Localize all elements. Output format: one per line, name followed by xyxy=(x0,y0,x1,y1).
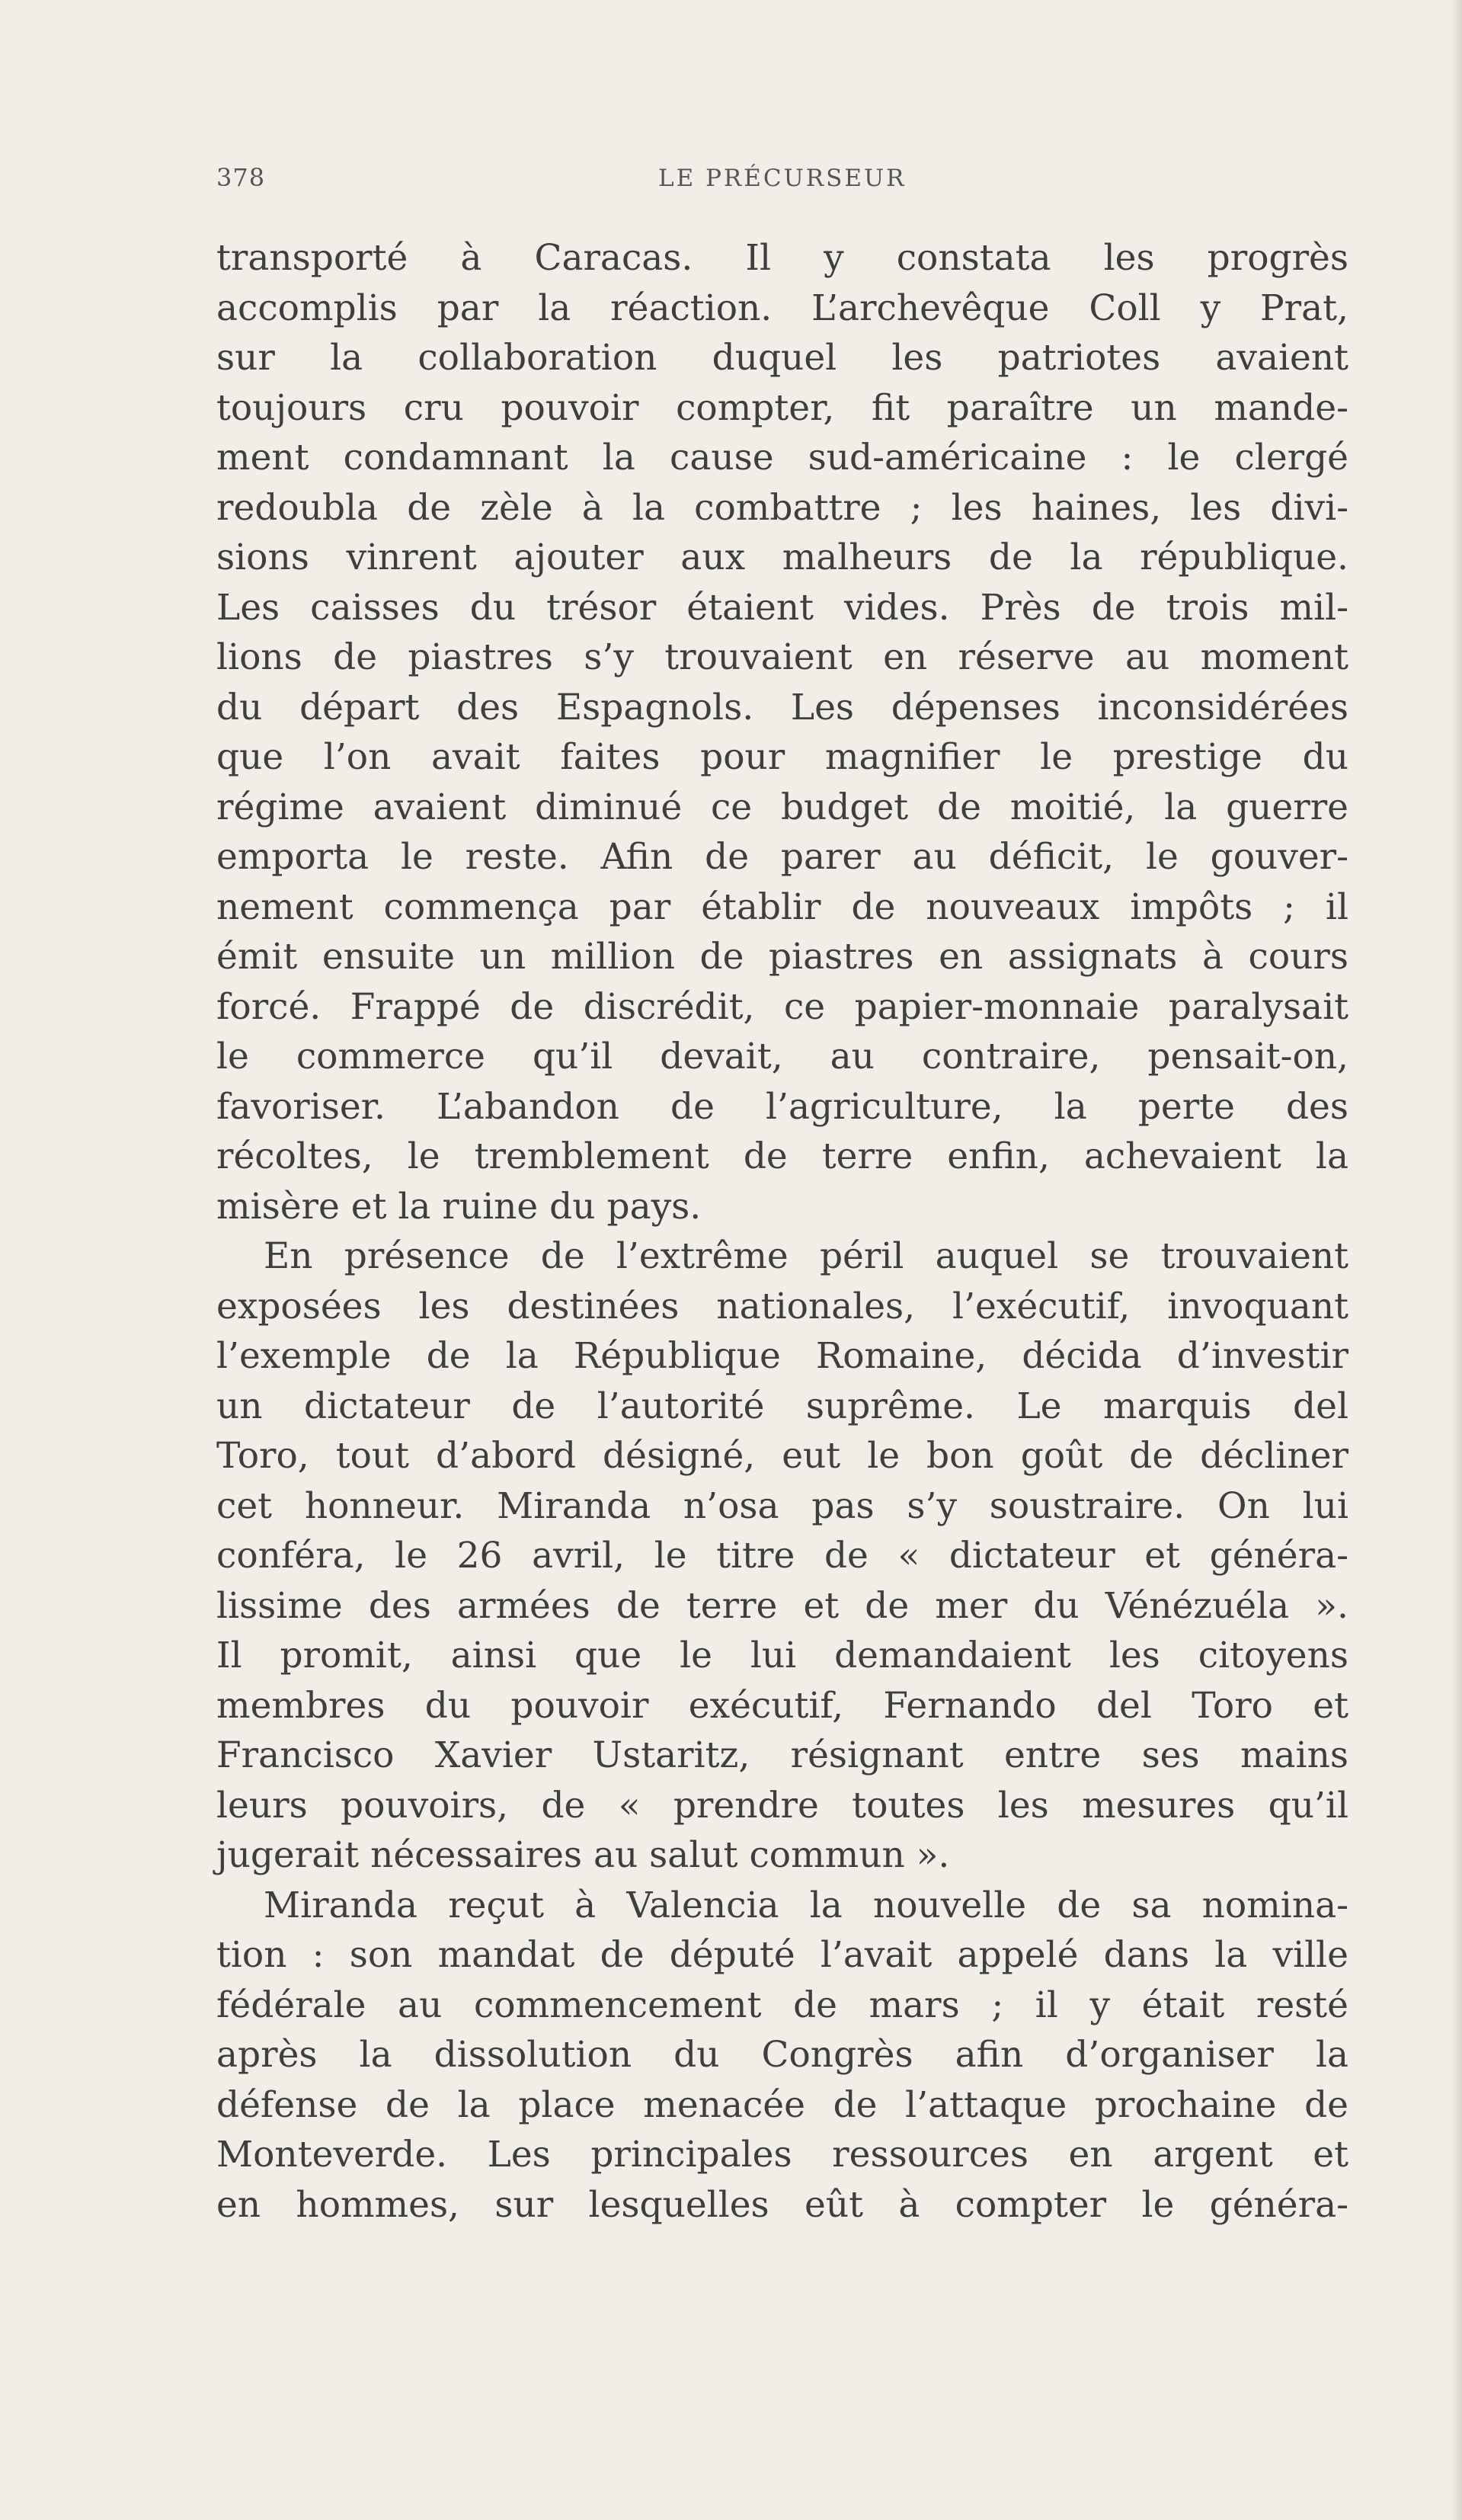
paragraph-start-line: En présence de l’extrême péril auquel se trouvaient xyxy=(264,1235,1348,1277)
text-line: l’exemple de la République Romaine, décida d’investir xyxy=(216,1335,1348,1377)
text-line: emporta le reste. Afin de parer au déficit, le gouver- xyxy=(216,836,1348,878)
running-title: LE PRÉCURSEUR xyxy=(658,165,907,192)
text-line: ment condamnant la cause sud-américaine : le clergé xyxy=(216,437,1348,479)
text-line: forcé. Frappé de discrédit, ce papier-monnaie paralysait xyxy=(216,985,1348,1028)
text-line: du départ des Espagnols. Les dépenses inconsidérées xyxy=(216,686,1348,728)
text-line: après la dissolution du Congrès afin d’organiser la xyxy=(216,2034,1348,2076)
page-number: 378 xyxy=(216,163,266,192)
text-line: un dictateur de l’autorité suprême. Le marquis del xyxy=(216,1385,1348,1427)
text-line: Il promit, ainsi que le lui demandaient les citoyens xyxy=(216,1635,1348,1676)
text-line: Francisco Xavier Ustaritz, résignant entre ses mains xyxy=(216,1734,1348,1776)
text-line: Toro, tout d’abord désigné, eut le bon goût de décliner xyxy=(216,1435,1348,1477)
page-edge-shadow xyxy=(1451,0,1462,2520)
text-line: en hommes, sur lesquelles eût à compter le généra- xyxy=(216,2183,1348,2226)
text-line: transporté à Caracas. Il y constata les progrès xyxy=(216,237,1348,279)
paragraph-end-line: misère et la ruine du pays. xyxy=(216,1185,702,1228)
text-line: le commerce qu’il devait, au contraire, pensait-on, xyxy=(216,1036,1348,1077)
text-line: fédérale au commencement de mars ; il y était resté xyxy=(216,1984,1348,2026)
text-line: défense de la place menacée de l’attaque prochaine de xyxy=(216,2083,1348,2126)
text-line: que l’on avait faites pour magnifier le prestige du xyxy=(216,736,1348,778)
paragraph-end-line: jugerait nécessaires au salut commun ». xyxy=(216,1834,950,1876)
page-header xyxy=(216,163,1367,194)
text-line: sions vinrent ajouter aux malheurs de la république. xyxy=(216,536,1348,578)
text-line: membres du pouvoir exécutif, Fernando del Toro et xyxy=(216,1684,1348,1727)
text-line: régime avaient diminué ce budget de moitié, la guerre xyxy=(216,786,1348,828)
text-line: favoriser. L’abandon de l’agriculture, la perte des xyxy=(216,1085,1348,1128)
text-line: Monteverde. Les principales ressources en argent et xyxy=(216,2134,1348,2176)
text-line: leurs pouvoirs, de « prendre toutes les mesures qu’il xyxy=(216,1784,1348,1827)
text-line: récoltes, le tremblement de terre enfin, achevaient la xyxy=(216,1135,1348,1177)
text-line: toujours cru pouvoir compter, fit paraître un mande- xyxy=(216,386,1348,429)
text-line: nement commença par établir de nouveaux impôts ; il xyxy=(216,885,1348,928)
text-line: sur la collaboration duquel les patriotes avaient xyxy=(216,337,1348,379)
text-line: tion : son mandat de député l’avait appelé dans la ville xyxy=(216,1934,1348,1976)
text-line: Les caisses du trésor étaient vides. Près de trois mil- xyxy=(216,586,1348,629)
text-line: lissime des armées de terre et de mer du Vénézuéla ». xyxy=(216,1584,1348,1627)
text-line: cet honneur. Miranda n’osa pas s’y soustraire. On lui xyxy=(216,1484,1348,1527)
body-text xyxy=(216,233,1348,2230)
text-line: redoubla de zèle à la combattre ; les haines, les divi- xyxy=(216,486,1348,529)
paragraph-start-line: Miranda reçut à Valencia la nouvelle de sa nomina- xyxy=(264,1884,1348,1926)
text-line: accomplis par la réaction. L’archevêque Coll y Prat, xyxy=(216,287,1348,329)
text-line: exposées les destinées nationales, l’exécutif, invoquant xyxy=(216,1285,1348,1327)
text-line: émit ensuite un million de piastres en assignats à cours xyxy=(216,936,1348,978)
text-line: lions de piastres s’y trouvaient en réserve au moment xyxy=(216,636,1348,678)
text-line: conféra, le 26 avril, le titre de « dictateur et généra- xyxy=(216,1535,1348,1577)
